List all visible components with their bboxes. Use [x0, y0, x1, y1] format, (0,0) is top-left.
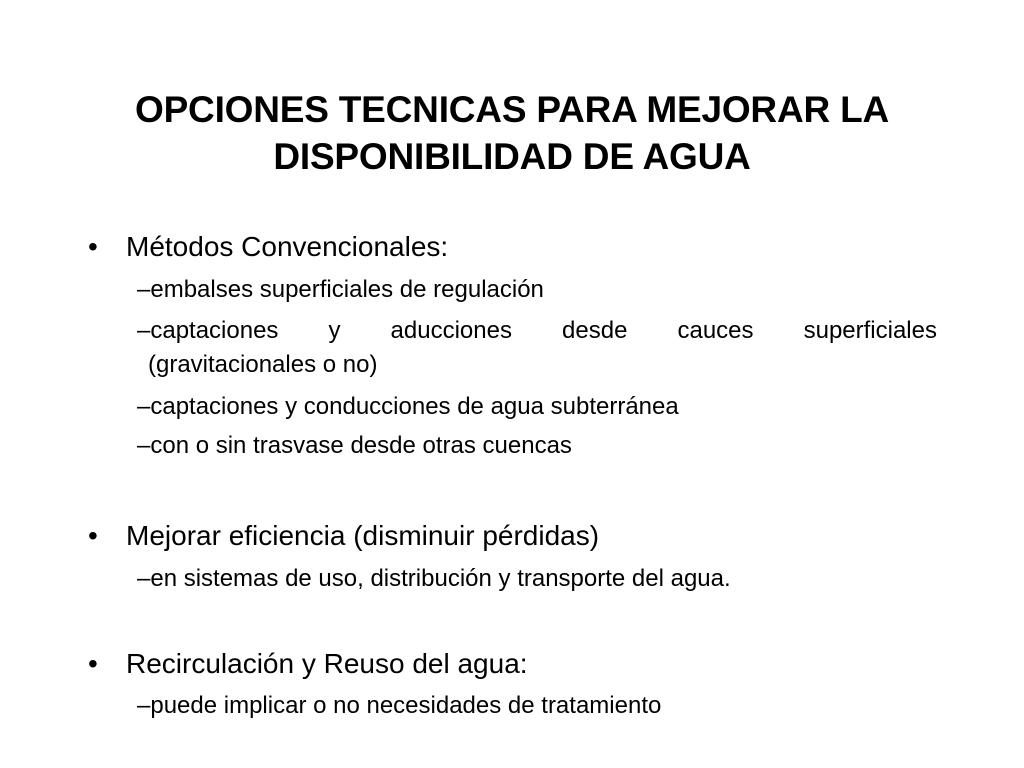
sub-item-wrapped	[137, 314, 937, 382]
slide-title-line-1: OPCIONES TECNICAS PARA MEJORAR LA	[134, 89, 889, 130]
sub-item: –en sistemas de uso, distribución y transporte del agua.	[137, 565, 731, 592]
sub-item-line-1: –captaciones y aducciones desde cauces superficiales	[137, 317, 937, 344]
sub-item-line-2: (gravitacionales o no)	[148, 351, 378, 378]
bullet-icon: •	[88, 648, 98, 679]
bullet-heading: Mejorar eficiencia (disminuir pérdidas)	[126, 520, 600, 551]
sub-item: –puede implicar o no necesidades de tratamiento	[137, 692, 662, 719]
sub-item: –con o sin trasvase desde otras cuencas	[137, 432, 572, 459]
bullet-heading: Métodos Convencionales:	[126, 231, 449, 262]
slide-title-line-2: DISPONIBILIDAD DE AGUA	[273, 136, 751, 177]
slide-title	[60, 86, 964, 180]
sub-item: –captaciones y conducciones de agua subterránea	[137, 393, 679, 420]
bullet-icon: •	[88, 520, 98, 551]
bullet-item-recirculacion	[88, 647, 528, 681]
sub-item: –embalses superficiales de regulación	[137, 276, 544, 303]
bullet-item-metodos-convencionales	[88, 230, 448, 264]
bullet-icon: •	[88, 231, 98, 262]
bullet-heading: Recirculación y Reuso del agua:	[126, 648, 528, 679]
bullet-item-mejorar-eficiencia	[88, 519, 599, 553]
